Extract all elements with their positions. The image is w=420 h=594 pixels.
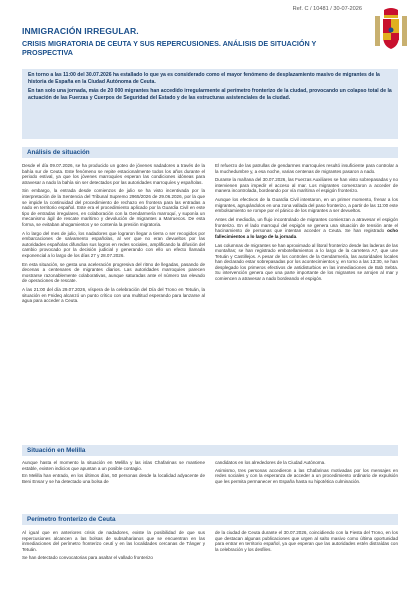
section-heading-analysis: Análisis de situación [22, 147, 398, 158]
analysis-paragraph: Las columnas de migrantes se han aproximado al litoral fronterizo desde las laderas de las montañas; se han registrado embotellamientos a lo largo de la carretera A7, que une Tetuán y Castillejos. A pesar de los controles de la Gendarmería, las autoridades locales han declarado estar sobrepasadas por los acontecimientos y, en torno a las 13:30, se han desplegado los primeros efectivos de antidisturbios en las inmediaciones de Bab Sebta. Su intervención genera que una parte importante de los migrantes se arrojen al mar y comiencen a atravesar a nado bordeando el espigón. [215, 242, 398, 282]
summary-paragraph: En tan solo una jornada, más de 20 000 migrantes han accedido irregularmente al perímetro fronterizo de la ciudad, provocando un colapso total de la actuación de las Fuerzas y Cuerpos de Seguridad del Estado y de las estructuras asistenciales de la ciudad. [28, 88, 392, 101]
coat-of-arms-icon [372, 6, 410, 56]
analysis-paragraph: Durante la mañana del 30.07.2026, las Fuerzas Auxiliares se han visto sobrepasadas y no intervienen para impedir el acceso al mar. Los migrantes comenzaron a acceder de manera incontrolada, bordeando por vía marítima el espigón fronterizo. [215, 177, 398, 194]
perimeter-body [22, 530, 398, 563]
analysis-paragraph: A lo largo del mes de julio, los nadadores que lograron llegar a tierra o ser recogidos por embarcaciones de salvamento españolas, al ver que no eran devueltos por las autoridades españolas difundían sus logros en redes sociales, amplificando la difusión del cambio provocado por la decisión judicial y generando con ello un efecto llamada exponencial a lo largo de los días 27 y 28.07.2026. [22, 230, 205, 258]
analysis-column-left [22, 163, 205, 307]
reference-code: Ref. C / 10481 / 30-07-2026 [292, 6, 362, 12]
analysis-paragraph: En esta situación, se gesta una aceleración progresiva del ritmo de llegadas, pasando de decenas a centenares de migrantes diarios. Las autoridades marroquíes parecen mostrarse razonablemente colaborativas, aunque saturadas ante el número tan elevado de operaciones de rescate. [22, 261, 205, 284]
perimeter-column-left [22, 530, 205, 563]
document-header [22, 26, 332, 57]
melilla-paragraph: Asimismo, tres personas accedieron a las Chafarinas motivadas por los mensajes en redes sociales y con la esperanza de acceder a un procedimiento ordinario de expulsión que les permita permanecer en España hasta su hipotética culminación. [215, 467, 398, 485]
fatalities-highlight: ocho fallecimientos a lo largo de la jornada [215, 228, 398, 239]
section-heading-melilla: Situación en Melilla [22, 445, 398, 456]
analysis-paragraph: A las 21:00 del día 29.07.2026, víspera de la celebración del Día del Trono en Tetuán, la situación en Fnideq alcanzó un punto crítico con una multitud esperando para lanzarse al agua para acceder a Ceuta. [22, 287, 205, 304]
melilla-paragraph: Aunque hasta el momento la situación en Melilla y las islas Chafarinas se mantiene estable, existen indicios que apuntan a un posible contagio. [22, 460, 205, 471]
melilla-paragraph: En Melilla han entrado, en los últimos días, 50 personas desde la localidad adyacente de Beni Ensar y se ha detectado una bolsa de [22, 473, 205, 485]
analysis-text: Antes del mediodía, un flujo incontrolado de migrantes comienzan a atravesar el espigón fronterizo. En el lado marroquí del espigón se genera una situación de tensión ante el hacinamiento de personas que intentan acceder a Ceuta. Se han registrado [215, 217, 398, 234]
analysis-paragraph: Aunque los efectivos de la Guardia Civil intentaron, en un primer momento, frenar a los migrantes, agrupándolos en una zona vallada del paso fronterizo, a partir de las 11:00 este embolsamiento se rompe por el pánico de los migrantes a ser devueltos. [215, 197, 398, 214]
summary-paragraph: En torno a las 11:00 del 30.07.2026 ha estallado lo que ya es considerado como el mayor fenómeno de desplazamiento masivo de migrantes de la historia de España en la Ciudad Autónoma de Ceuta. [28, 72, 380, 85]
executive-summary [22, 69, 398, 139]
analysis-paragraph: Antes del mediodía, un flujo incontrolado de migrantes comienzan a atravesar el espigón fronterizo. En el lado marroquí del espigón se genera una situación de tensión ante el hacinamiento de personas que intentan acceder a Ceuta. Se han registrado ocho fallecimientos a lo largo de la jornada. [215, 217, 398, 239]
section-heading-perimeter: Perímetro fronterizo de Ceuta [22, 514, 398, 525]
analysis-paragraph: Sin embargo, la entrada desde comienzos de julio se ha visto incentivada por la interpretación de la Sentencia del Tribunal Supremo 2965/2026 de 29.06.2026, por la que se impide la continuidad del procedimiento de rechazo en frontera para las entradas a nado en territorio español. Este era el procedimiento aplicado por la Guardia Civil en este tipo de entradas irregulares, en colaboración con la Gendarmería marroquí, y suponía un mecanismo ágil de rescate marítimo y devolución de migrantes a Marruecos. De esta forma, se evitaban ahogamientos y se contenía la presión migratoria. [22, 188, 205, 227]
document-subtitle: CRISIS MIGRATORIA DE CEUTA Y SUS REPERCUSIONES. ANÁLISIS DE SITUACIÓN Y PROSPECTIVA [22, 39, 317, 57]
melilla-paragraph: candidatos en los alrededores de la Ciudad Autónoma. [215, 460, 326, 465]
melilla-body [22, 460, 398, 487]
analysis-paragraph: Desde el día 09.07.2026, se ha producido un goteo de jóvenes nadadores a través de la bahía sur de Ceuta. Este fenómeno se repite estacionalmente todos los años durante el periodo estival, ya que los jóvenes marroquíes esperan las condiciones idóneas para atravesar a nado la bahía sin ser detectados por las autoridades marroquíes y españolas. [22, 163, 205, 185]
melilla-column-left [22, 460, 205, 487]
analysis-paragraph: El refuerzo de las patrullas de gendarmes marroquíes resultó insuficiente para controlar a la muchedumbre y, a esa noche, varias centenas de migrantes pasaron a nado. [215, 163, 398, 174]
analysis-body [22, 163, 398, 307]
document-title: INMIGRACIÓN IRREGULAR. [22, 26, 139, 36]
melilla-column-right [215, 460, 398, 487]
perimeter-column-right [215, 530, 398, 563]
perimeter-paragraph: de la ciudad de Ceuta durante el 30.07.2026, coincidiendo con la Fiesta del Trono, en los que destacan algunas publicaciones que urgen al salto masivo como última oportunidad para entrar en territorio español, ya que esperan que las autoridades estén distraídas con la celebración y los desfiles. [215, 530, 398, 552]
perimeter-paragraph: Al igual que en anteriores crisis de nadadores, existe la posibilidad de que sus repercusiones alcancen a las bolsas de subsaharianos que se encuentran en las inmediaciones del perímetro fronterizo ceutí y en las localidades cercanas de Tánger y Tetuán. [22, 530, 205, 552]
perimeter-paragraph: Se han detectado convocatorias para asaltar el vallado fronterizo [22, 554, 153, 560]
analysis-column-right [215, 163, 398, 307]
